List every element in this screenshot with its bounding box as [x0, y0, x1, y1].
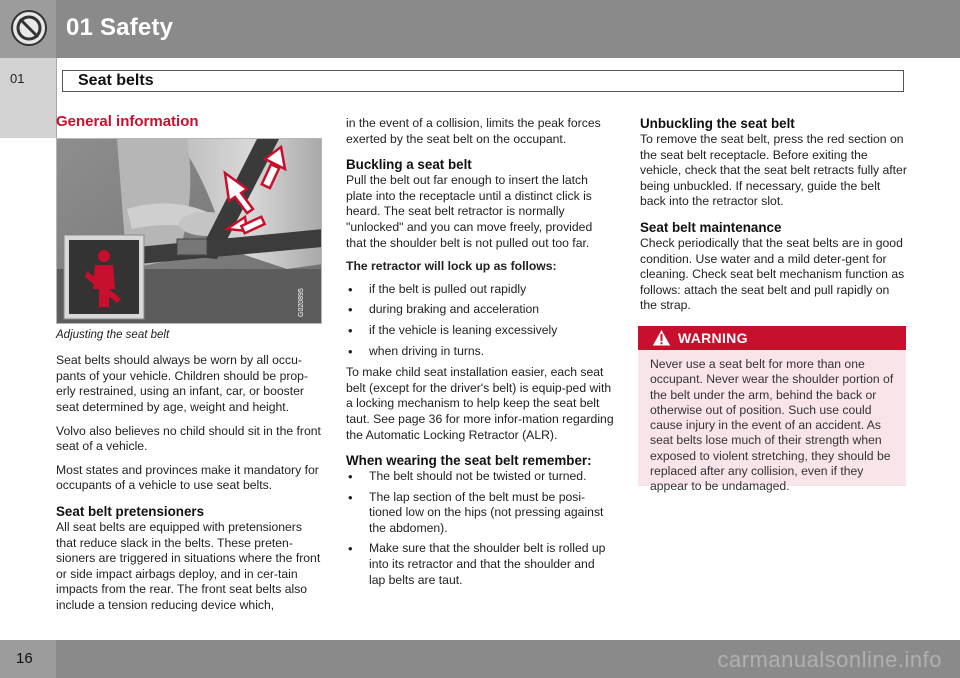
chapter-number: 01	[10, 71, 25, 86]
list-item: • when driving in turns.	[346, 344, 614, 360]
chapter-tab	[0, 58, 57, 138]
column-3	[640, 116, 908, 322]
chapter-title: 01 Safety	[66, 14, 174, 41]
warning-header	[638, 326, 906, 350]
paragraph: To make child seat installation easier, each seat belt (except for the driver's belt) is equip-ped with a locking mechanism to help keep the seat belt taut. See page 36 for more infor-mation regarding the Automatic Locking Retractor (ALR).	[346, 365, 614, 442]
remember-list	[346, 469, 614, 588]
retractor-label: The retractor will lock up as follows:	[346, 259, 557, 274]
column-1	[56, 114, 324, 622]
general-information-heading: General information	[56, 113, 199, 130]
pretensioners-heading: Seat belt pretensioners	[56, 503, 205, 519]
warning-box	[638, 326, 906, 494]
paragraph: Check periodically that the seat belts are in good condition. Use water and a mild deter-gent for cleaning. Check seat belt mechanism function as follows: attach the seat belt and pull rapidly on the strap.	[640, 235, 905, 313]
maintenance-heading: Seat belt maintenance	[640, 219, 782, 235]
no-symbol-icon	[10, 9, 48, 47]
section-title-bar	[62, 70, 904, 92]
watermark: carmanualsonline.info	[717, 647, 942, 672]
section-title: Seat belts	[78, 72, 154, 89]
column-2	[346, 116, 614, 594]
retractor-list	[346, 282, 614, 359]
paragraph: To remove the seat belt, press the red section on the seat belt receptacle. Before exiting the vehicle, check that the seat belt retracts fully after being unbuckled. If necessary, guide the belt back into the retractor slot.	[640, 132, 907, 209]
buckling-heading: Buckling a seat belt	[346, 157, 472, 173]
paragraph: Seat belts should always be worn by all occu-pants of your vehicle. Children should be prop-erly restrained, using an infant, car, or booster seat determined by age, weight and height.	[56, 353, 309, 414]
paragraph: All seat belts are equipped with pretensioners that reduce slack in the belts. These preten-sioners are triggered in situations where the front or side impact airbags deploy, and in cer-tain impacts from the rear. The front seat belts also include a tension reducing device which,	[56, 519, 321, 612]
list-item: • The belt should not be twisted or turned.	[346, 469, 614, 485]
warning-text: Never use a seat belt for more than one occupant. Never wear the shoulder portion of the belt under the arm, behind the back or otherwise out of position. Such use could cause injury in the event of an accident. As seat belts lose much of their strength when exposed to violent stretching, they should be replaced after any collision, even if they appear to be undamaged.	[650, 357, 894, 494]
list-item: • if the belt is pulled out rapidly	[346, 282, 614, 298]
chapter-header	[0, 0, 960, 58]
unbuckling-heading: Unbuckling the seat belt	[640, 116, 795, 131]
warning-title: WARNING	[678, 330, 748, 346]
list-item: • during braking and acceleration	[346, 302, 614, 318]
figure-caption: Adjusting the seat belt	[56, 328, 170, 341]
figure-code: G020895	[298, 287, 305, 317]
paragraph: Most states and provinces make it mandatory for occupants of a vehicle to use seat belts.	[56, 462, 319, 493]
paragraph: Pull the belt out far enough to insert the latch plate into the receptacle until a distinct click is heard. The seat belt retractor is normally "unlocked" and you can move freely, provided that the shoulder belt is not pulled out too far.	[346, 173, 593, 250]
paragraph: in the event of a collision, limits the peak forces exerted by the seat belt on the occupant.	[346, 116, 601, 146]
remember-heading: When wearing the seat belt remember:	[346, 453, 592, 469]
warning-triangle-icon	[651, 328, 672, 347]
paragraph: Volvo also believes no child should sit in the front seat of a vehicle.	[56, 423, 321, 454]
list-item: • Make sure that the shoulder belt is rolled up into its retractor and that the shoulder and lap belts are taut.	[346, 541, 614, 588]
list-item: • The lap section of the belt must be posi-tioned low on the hips (not pressing against the abdomen).	[346, 490, 614, 537]
seat-belt-photo	[57, 139, 322, 324]
page-number: 16	[16, 650, 33, 667]
list-item: • if the vehicle is leaning excessively	[346, 323, 614, 339]
seat-belt-illustration	[56, 138, 322, 324]
